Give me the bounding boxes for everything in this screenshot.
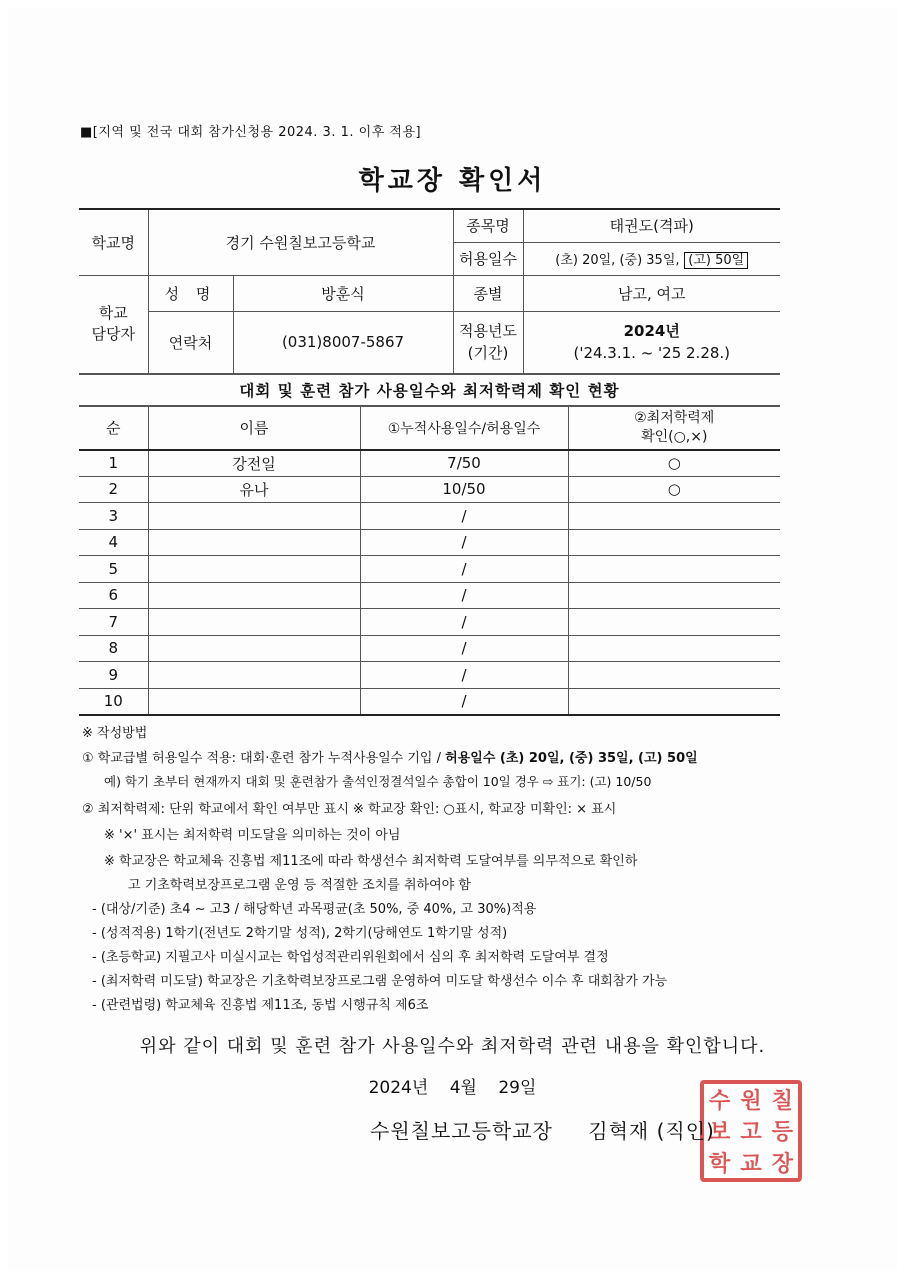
athlete-name: 유나 <box>148 476 360 503</box>
col-header-min-line1: ②최저학력제 <box>634 409 715 426</box>
seal-character: 장 <box>771 1150 793 1177</box>
allowed-days-high-school: (고) 50일 <box>684 252 748 269</box>
name-label: 성 명 <box>148 275 233 311</box>
note-3-line1: ※ 학교장은 학교체육 진흥법 제11조에 따라 학생선수 최저학력 도달여부를 의무적으로 확인하 <box>104 854 638 869</box>
note-1-example: 예) 학기 초부터 현재까지 대회 및 훈련참가 출석인정결석일수 총합이 10일 경우 ⇨ 표기: (고) 10/50 <box>104 774 652 789</box>
sport-value: 태권도(격파) <box>523 209 780 242</box>
page-title: 학교장 확인서 <box>358 166 547 196</box>
athlete-name <box>148 609 360 636</box>
table-row <box>79 609 780 636</box>
col-header-min-line2: 확인(○,×) <box>641 428 708 445</box>
days-used: 7/50 <box>360 450 568 477</box>
table-row <box>79 662 780 689</box>
signer-name: 김혁재 (직인) <box>588 1119 715 1143</box>
days-used: 10/50 <box>360 476 568 503</box>
row-number: 9 <box>79 662 148 689</box>
min-achievement-check: ○ <box>568 476 780 503</box>
period-label-line1: 적용년도 <box>459 321 517 340</box>
note-3-line2: 고 기초학력보장프로그램 운영 등 적절한 조치를 취하여야 함 <box>128 878 471 893</box>
note-2: ② 최저학력제: 단위 학교에서 확인 여부만 표시 ※ 학교장 확인: ○표시, 학교장 미확인: × 표시 <box>82 802 617 817</box>
instructions-heading: ※ 작성방법 <box>82 726 148 741</box>
note-2-sub: ※ '×' 표시는 최저학력 미도달을 의미하는 것이 아님 <box>104 828 401 843</box>
date-month: 4월 <box>449 1078 477 1098</box>
detail-4: - (최저학력 미도달) 학교장은 기초학력보장프로그램 운영하여 미도달 학생선수 이수 후 대회참가 가능 <box>92 974 668 989</box>
athlete-name <box>148 529 360 556</box>
min-achievement-check <box>568 556 780 583</box>
min-achievement-check <box>568 609 780 636</box>
period-label <box>453 311 523 373</box>
min-achievement-check <box>568 582 780 609</box>
section-title: 대회 및 훈련 참가 사용일수와 최저학력제 확인 현황 <box>79 374 780 406</box>
min-achievement-check <box>568 662 780 689</box>
allowed-days-value <box>523 242 780 275</box>
col-header-days: ①누적사용일수/허용일수 <box>360 407 568 450</box>
row-number: 2 <box>79 476 148 503</box>
min-achievement-check <box>568 688 780 715</box>
athlete-name <box>148 503 360 530</box>
athlete-table <box>79 406 780 716</box>
period-range: ('24.3.1. ~ '25 2.28.) <box>573 344 731 362</box>
row-number: 5 <box>79 556 148 583</box>
days-used: / <box>360 609 568 636</box>
confirmation-statement: 위와 같이 대회 및 훈련 참가 사용일수와 최저학력 관련 내용을 확인합니다. <box>139 1036 766 1057</box>
contact-label: 학교 담당자 <box>79 275 148 373</box>
table-row <box>79 556 780 583</box>
allowed-days-main: (초) 20일, (중) 35일, <box>555 253 680 268</box>
table-row <box>79 582 780 609</box>
phone-value: (031)8007-5867 <box>233 311 453 373</box>
row-number: 6 <box>79 582 148 609</box>
days-used: / <box>360 503 568 530</box>
signer-title: 수원칠보고등학교장 <box>370 1119 553 1143</box>
seal-character: 고 <box>740 1119 762 1146</box>
seal-character: 칠 <box>771 1088 793 1115</box>
date-day: 29일 <box>498 1078 537 1098</box>
days-used: / <box>360 529 568 556</box>
row-number: 8 <box>79 635 148 662</box>
date-year: 2024년 <box>368 1078 429 1098</box>
table-row <box>79 529 780 556</box>
gender-value: 남고, 여고 <box>523 275 780 311</box>
detail-2: - (성적적용) 1학기(전년도 2학기말 성적), 2학기(당해연도 1학기말 성적) <box>92 926 508 941</box>
row-number: 7 <box>79 609 148 636</box>
period-year: 2024년 <box>623 321 680 340</box>
row-number: 4 <box>79 529 148 556</box>
table-row <box>79 503 780 530</box>
school-info-table <box>79 208 780 374</box>
row-number: 10 <box>79 688 148 715</box>
table-row <box>79 635 780 662</box>
athlete-name <box>148 556 360 583</box>
min-achievement-check <box>568 503 780 530</box>
header-note: ■[지역 및 전국 대회 참가신청용 2024. 3. 1. 이후 적용] <box>80 125 422 140</box>
detail-3: - (초등학교) 지필고사 미실시교는 학업성적관리위원회에서 심의 후 최저학력 도달여부 결정 <box>92 950 609 965</box>
seal-character: 교 <box>740 1150 762 1177</box>
athlete-name <box>148 635 360 662</box>
seal-character: 등 <box>771 1119 793 1146</box>
note-1-allowed-days: 허용일수 (초) 20일, (중) 35일, (고) 50일 <box>445 751 698 766</box>
seal-character: 원 <box>740 1088 762 1115</box>
min-achievement-check: ○ <box>568 450 780 477</box>
gender-label: 종별 <box>453 275 523 311</box>
signature-line <box>370 1115 715 1144</box>
period-value <box>523 311 780 373</box>
note-1-prefix: ① 학교급별 허용일수 적용: 대회·훈련 참가 누적사용일수 기입 / <box>82 751 441 766</box>
sport-label: 종목명 <box>453 209 523 242</box>
row-number: 3 <box>79 503 148 530</box>
days-used: / <box>360 662 568 689</box>
col-header-no: 순 <box>79 407 148 450</box>
seal-character: 수 <box>709 1088 731 1115</box>
note-1 <box>82 747 698 766</box>
col-header-name: 이름 <box>148 407 360 450</box>
seal-character: 보 <box>709 1119 731 1146</box>
days-used: / <box>360 688 568 715</box>
athlete-name <box>148 582 360 609</box>
row-number: 1 <box>79 450 148 477</box>
table-row <box>79 688 780 715</box>
min-achievement-check <box>568 529 780 556</box>
school-value: 경기 수원칠보고등학교 <box>148 209 453 275</box>
official-seal-stamp <box>700 1080 802 1182</box>
athlete-name <box>148 662 360 689</box>
days-used: / <box>360 556 568 583</box>
min-achievement-check <box>568 635 780 662</box>
col-header-min-achievement <box>568 407 780 450</box>
school-label: 학교명 <box>79 209 148 275</box>
allowed-days-label: 허용일수 <box>453 242 523 275</box>
table-row <box>79 450 780 477</box>
days-used: / <box>360 635 568 662</box>
detail-5: - (관련법령) 학교체육 진흥법 제11조, 동법 시행규칙 제6조 <box>92 998 429 1013</box>
name-value: 방훈식 <box>233 275 453 311</box>
table-row <box>79 476 780 503</box>
days-used: / <box>360 582 568 609</box>
athlete-name <box>148 688 360 715</box>
phone-label: 연락처 <box>148 311 233 373</box>
detail-1: - (대상/기준) 초4 ~ 고3 / 해당학년 과목평균(초 50%, 중 40%, 고 30%)적용 <box>92 902 537 917</box>
seal-character: 학 <box>709 1150 731 1177</box>
athlete-name: 강전일 <box>148 450 360 477</box>
period-label-line2: (기간) <box>467 344 509 362</box>
